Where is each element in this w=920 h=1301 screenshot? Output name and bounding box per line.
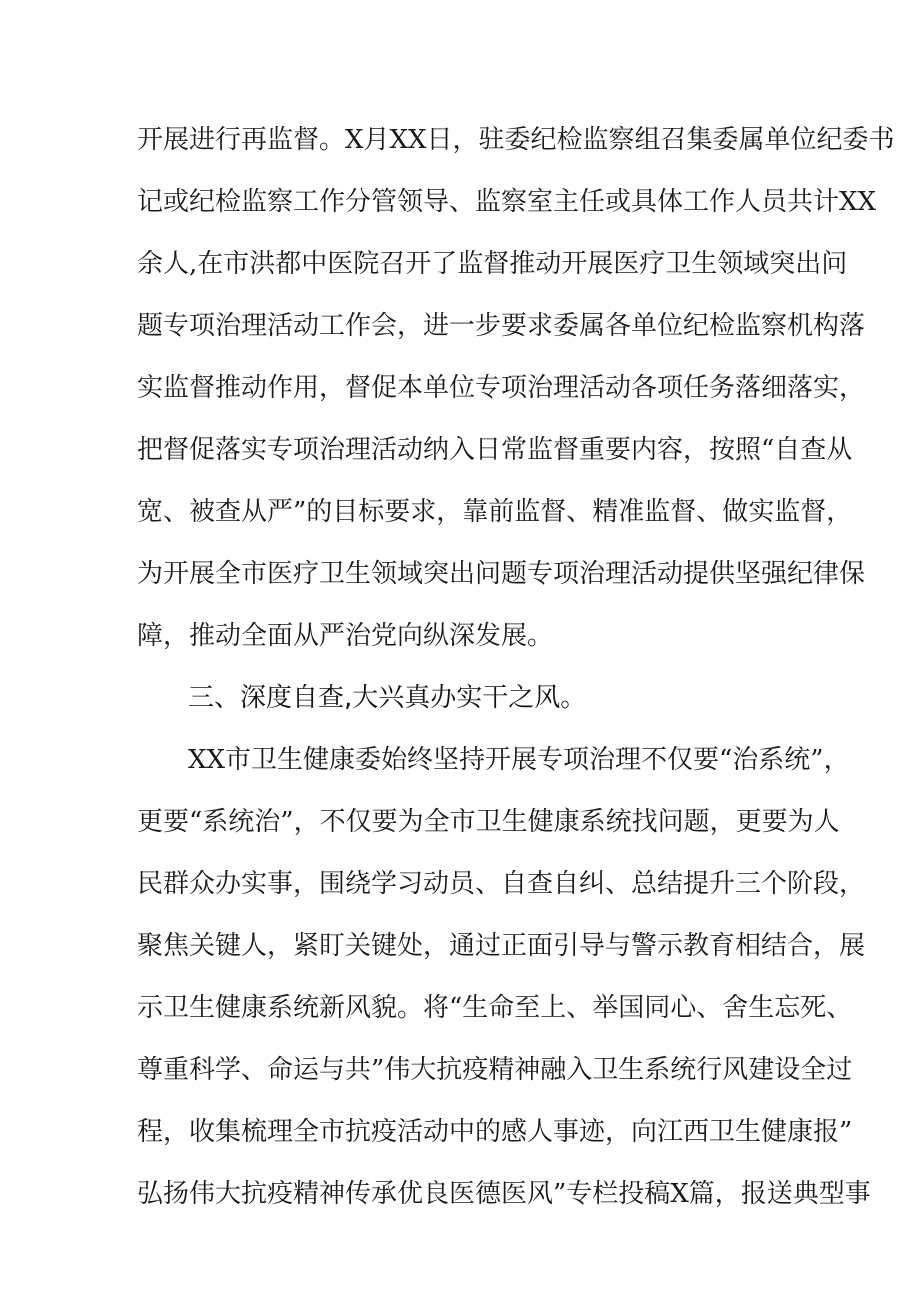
- paragraph-2-line-4: 聚焦关键人，紧盯关键处，通过正面引导与警示教育相结合，展: [137, 931, 866, 961]
- paragraph-2-line-7: 程，收集梳理全市抗疫活动中的感人事迹，向江西卫生健康报”: [137, 1117, 853, 1147]
- paragraph-2-line-1: XX市卫生健康委始终坚持开展专项治理不仅要“治系统”，: [188, 745, 850, 775]
- paragraph-2-line-8: 弘扬伟大抗疫精神传承优良医德医风”专栏投稿X篇，报送典型事: [137, 1179, 871, 1209]
- paragraph-1-line-2: 记或纪检监察工作分管领导、监察室主任或具体工作人员共计XX: [137, 187, 877, 217]
- paragraph-1-line-8: 为开展全市医疗卫生领域突出问题专项治理活动提供坚强纪律保: [137, 559, 866, 589]
- paragraph-2-line-5: 示卫生健康系统新风貌。将“生命至上、举国同心、舍生忘死、: [137, 993, 853, 1023]
- paragraph-2-line-6: 尊重科学、命运与共”伟大抗疫精神融入卫生系统行风建设全过: [137, 1055, 853, 1085]
- paragraph-1-line-1: 开展进行再监督。X月XX日，驻委纪检监察组召集委属单位纪委书: [137, 125, 895, 155]
- paragraph-1-line-9: 障，推动全面从严治党向纵深发展。: [137, 621, 554, 651]
- paragraph-1-line-6: 把督促落实专项治理活动纳入日常监督重要内容，按照“自查从: [137, 435, 853, 465]
- paragraph-2-line-2: 更要“系统治”，不仅要为全市卫生健康系统找问题，更要为人: [137, 807, 840, 837]
- section-heading: 三、深度自查,大兴真办实干之风。: [188, 683, 587, 713]
- paragraph-1-line-3: 余人,在市洪都中医院召开了监督推动开展医疗卫生领域突出问: [137, 249, 848, 279]
- paragraph-2-line-3: 民群众办实事，围绕学习动员、自查自纠、总结提升三个阶段，: [137, 869, 866, 899]
- paragraph-1-line-4: 题专项治理活动工作会，进一步要求委属各单位纪检监察机构落: [137, 311, 866, 341]
- paragraph-1-line-5: 实监督推动作用，督促本单位专项治理活动各项任务落细落实，: [137, 373, 866, 403]
- paragraph-1-line-7: 宽、被查从严”的目标要求，靠前监督、精准监督、做实监督，: [137, 497, 853, 527]
